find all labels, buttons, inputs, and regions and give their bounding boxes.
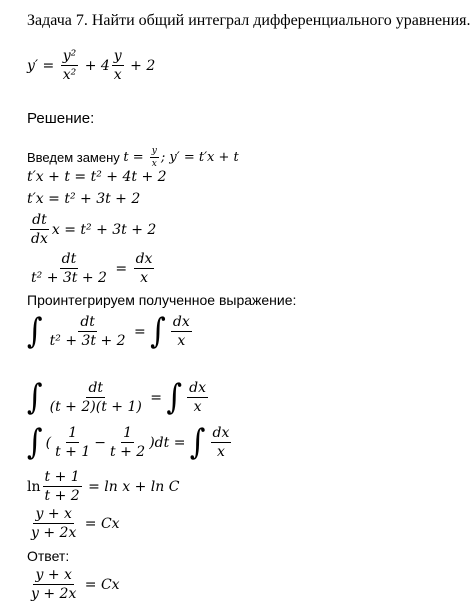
integral-sign: ∫ <box>27 421 43 463</box>
step-3: $\frac{dt}{dx}$ x = t² + 3t + 2 <box>31 212 157 248</box>
fraction-sub: $\frac{y}{x}$ <box>151 146 157 170</box>
main-equation: y′ = $\frac{\text{y²}}{\text{x²}}$ + 4 $\frac{y}{x}$ + 2 <box>27 48 156 84</box>
substitution-line: Введем замену t = $\frac{y}{x}$ ; y′ = t′x + t <box>27 146 239 170</box>
integral-sign: ∫ <box>27 310 43 352</box>
result-equation: $\frac{y + x}{y + 2x}$ = Cx <box>31 506 120 542</box>
integral-sign: ∫ <box>150 310 166 352</box>
answer-equation: $\frac{y + x}{y + 2x}$ = Cx <box>31 567 120 603</box>
integral-2: ∫ $\frac{dt}{(t + 2)(t + 1)}$ = ∫ $\frac{dx}{x}$ <box>27 376 206 418</box>
fraction-y2-x2: $\frac{\text{y²}}{\text{x²}}$ <box>62 48 77 84</box>
step-4: $\frac{dt}{\text{t² + 3t + 2}}$ = $\frac{dx}{x}$ <box>31 251 153 287</box>
integral-sign: ∫ <box>189 421 206 463</box>
integral-sign: ∫ <box>27 376 43 418</box>
integrate-label: Проинтегрируем полученное выражение: <box>27 292 297 308</box>
integral-3: ∫ ( $\frac{1}{t + 1}$ − $\frac{1}{t + 2}$ )dt = ∫ $\frac{dx}{x}$ <box>27 421 230 463</box>
task-title: Задача 7. Найти общий интеграл дифференциального уравнения. <box>27 12 471 29</box>
answer-label: Ответ: <box>27 548 70 564</box>
integral-1: ∫ $\frac{dt}{\text{t² + 3t + 2}}$ = ∫ $\frac{dx}{x}$ <box>27 310 190 352</box>
integral-sign: ∫ <box>166 376 183 418</box>
step-2: t′x = t² + 3t + 2 <box>27 191 141 207</box>
fraction-y-x: $\frac{y}{x}$ <box>113 48 122 84</box>
step-1: t′x + t = t² + 4t + 2 <box>27 169 167 185</box>
log-equation: ln $\frac{t + 1}{t + 2}$ = ln x + ln C <box>27 469 180 505</box>
equation-lhs: y′ = <box>27 57 59 74</box>
solution-label: Решение: <box>27 110 95 127</box>
